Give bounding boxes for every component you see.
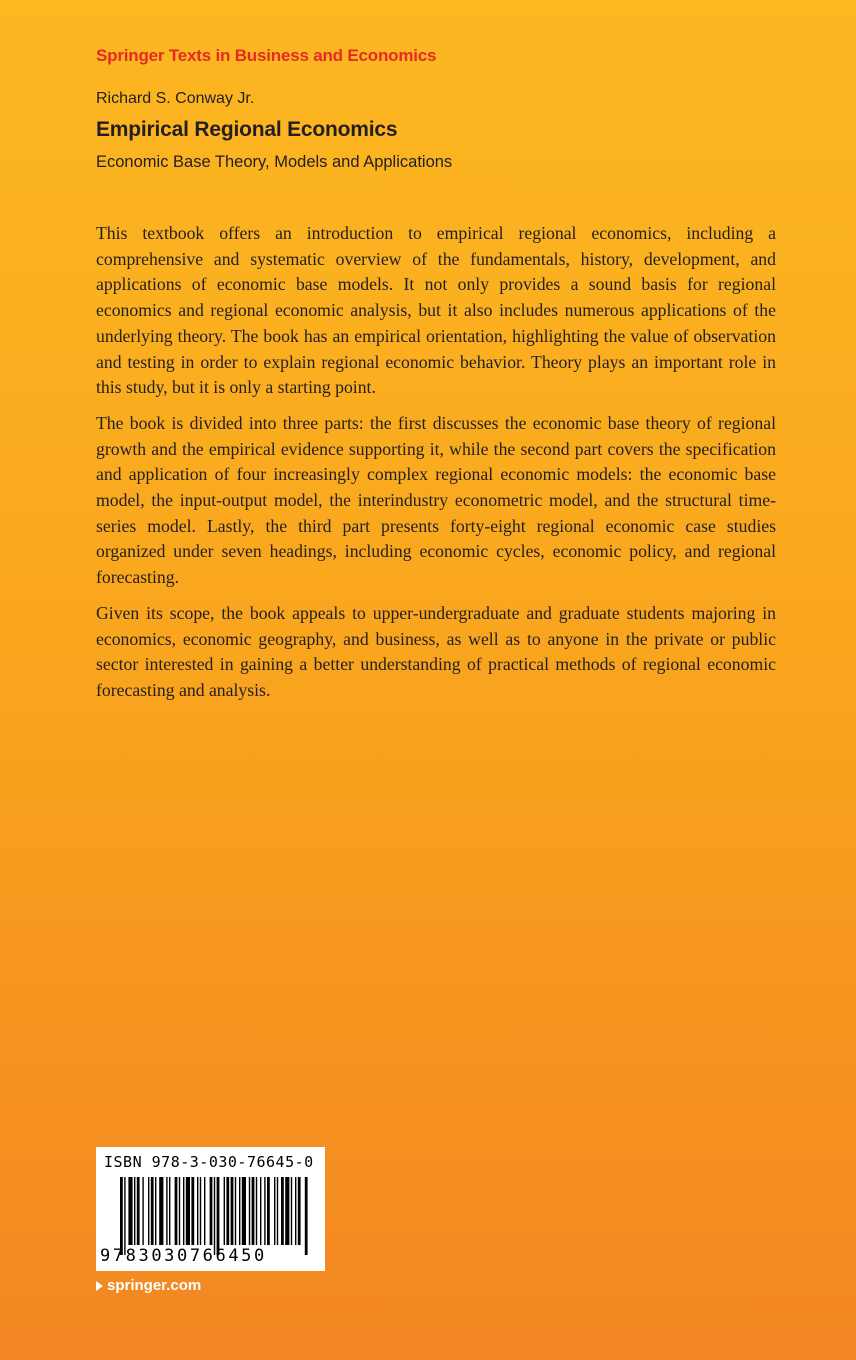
barcode-bar: [186, 1177, 190, 1245]
barcode-bar: [210, 1177, 213, 1245]
barcode-bar: [137, 1177, 140, 1245]
description-paragraph-3: Given its scope, the book appeals to upper-undergraduate and graduate students majoring in economics, economic geography, and business, as well as to anyone in the private or public sector interested in gaining a better understanding of practical methods of regional economic forecasting and analysis.: [96, 602, 776, 700]
book-title: Empirical Regional Economics: [96, 118, 398, 141]
isbn-barcode: [96, 1147, 325, 1271]
barcode-bar: [175, 1177, 178, 1245]
barcode-bar: [217, 1177, 220, 1255]
book-subtitle: Economic Base Theory, Models and Applications: [96, 153, 453, 171]
isbn-label: ISBN 978-3-030-76645-0: [104, 1153, 314, 1171]
barcode-bar: [239, 1177, 240, 1245]
barcode-bar: [134, 1177, 135, 1245]
barcode-bar: [204, 1177, 205, 1245]
barcode-bar: [298, 1177, 301, 1245]
barcode-bar: [295, 1177, 296, 1245]
arrow-right-icon: [96, 1281, 103, 1291]
barcode-bar: [128, 1177, 132, 1245]
barcode-bar: [291, 1177, 292, 1245]
barcode-bar: [264, 1177, 265, 1245]
barcode-bar: [124, 1177, 125, 1255]
barcode-bar: [274, 1177, 275, 1245]
barcode-bar: [267, 1177, 270, 1245]
barcode-bar: [277, 1177, 278, 1245]
barcode-bar: [226, 1177, 229, 1245]
barcode-bar: [305, 1177, 308, 1255]
barcode-bar: [231, 1177, 234, 1245]
barcode-bar: [148, 1177, 149, 1245]
barcode-bar: [197, 1177, 198, 1245]
barcode-bar: [224, 1177, 225, 1245]
barcode-bar: [155, 1177, 156, 1245]
barcode-bar: [120, 1177, 123, 1255]
barcode-bar: [281, 1177, 284, 1245]
barcode-bar: [169, 1177, 170, 1245]
barcode-bar: [285, 1177, 289, 1245]
barcode-bar: [191, 1177, 194, 1245]
barcode-bar: [235, 1177, 236, 1245]
barcode-bar: [256, 1177, 257, 1245]
springer-link-label: springer.com: [107, 1277, 202, 1294]
barcode-bar: [242, 1177, 246, 1245]
barcode-bar: [200, 1177, 201, 1245]
barcode-bar: [252, 1177, 255, 1245]
barcode-bar: [260, 1177, 261, 1245]
barcode-bar: [214, 1177, 215, 1255]
barcode-bar: [183, 1177, 184, 1245]
barcode-bar: [159, 1177, 163, 1245]
description-paragraph-2: The book is divided into three parts: the first discusses the economic base theory of regional growth and the empirical evidence supporting it, while the second part covers the specification and application of four increasingly complex regional economic models: the economic base model, the input-output model, the interindustry econometric model, and the structural time-series model. Lastly, the third part presents forty-eight regional economic case studies organized under seven headings, including economic cycles, economic policy, and regional forecasting.: [96, 412, 776, 588]
barcode-bar: [151, 1177, 154, 1245]
barcode-bar: [166, 1177, 167, 1245]
barcode-bar: [249, 1177, 250, 1245]
barcode-bar: [142, 1177, 143, 1245]
springer-link[interactable]: [96, 1277, 201, 1294]
series-name: Springer Texts in Business and Economics: [96, 46, 437, 65]
barcode-digits: 9783030766450: [100, 1246, 267, 1266]
barcode-bar: [179, 1177, 180, 1245]
description-paragraph-1: This textbook offers an introduction to empirical regional economics, including a comprehensive and systematic overview of the fundamentals, history, development, and applications of economic base models. It not only provides a sound basis for regional economics and regional economic analysis, but it also includes numerous applications of the underlying theory. The book has an empirical orientation, highlighting the value of observation and testing in order to explain regional economic behavior. Theory plays an important role in this study, but it is only a starting point.: [96, 223, 776, 398]
description: [96, 221, 776, 714]
author-name: Richard S. Conway Jr.: [96, 90, 255, 107]
